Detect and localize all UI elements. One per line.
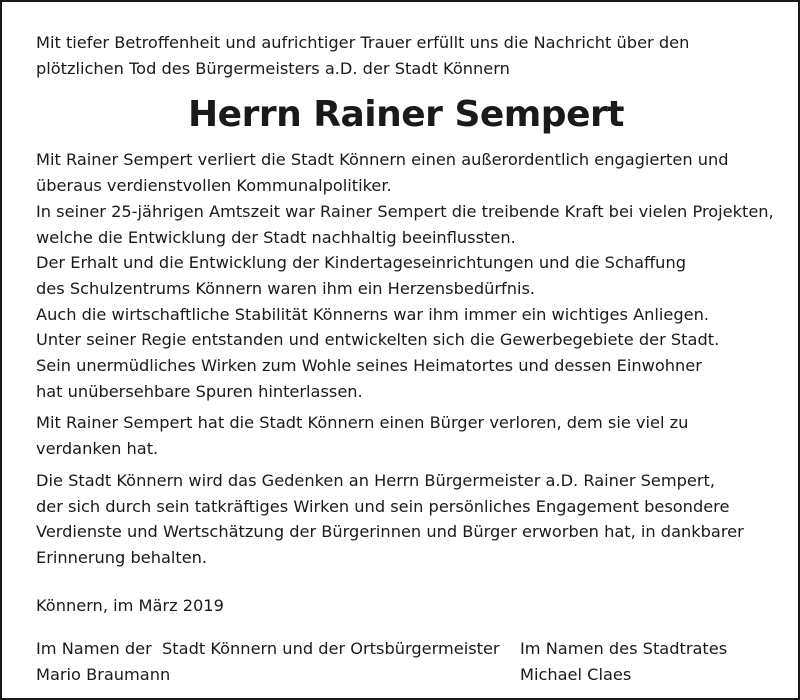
tribute-line: Unter seiner Regie entstanden und entwickelten sich die Gewerbegebiete der Stadt.: [36, 330, 720, 350]
place-date: Könnern, im März 2019: [36, 595, 224, 615]
loss-line: verdanken hat.: [36, 439, 159, 459]
signatures: [36, 636, 776, 687]
tribute-line: hat unübersehbare Spuren hinterlassen.: [36, 381, 363, 401]
remembrance-line: der sich durch sein tatkräftiges Wirken und sein persönliches Engagement besondere: [36, 496, 730, 516]
intro-line: Mit tiefer Betroffenheit und aufrichtiger Trauer erfüllt uns die Nachricht über den: [36, 33, 690, 52]
intro-text: [36, 30, 776, 81]
tribute-paragraph: [36, 147, 776, 404]
loss-paragraph: [36, 410, 776, 461]
tribute-line: welche die Entwicklung der Stadt nachhaltig beeinflussten.: [36, 227, 516, 247]
tribute-line: Auch die wirtschaftliche Stabilität Könnerns war ihm immer ein wichtiges Anliegen.: [36, 304, 710, 324]
signature-left-name: Mario Braumann: [36, 665, 171, 685]
tribute-line: Der Erhalt und die Entwicklung der Kindertageseinrichtungen und die Schaffung: [36, 253, 686, 273]
tribute-line: In seiner 25-jährigen Amtszeit war Rainer Sempert die treibende Kraft bei vielen Projekten,: [36, 201, 774, 221]
signature-left-role: Im Namen der Stadt Könnern und der Ortsbürgermeister: [36, 639, 500, 659]
remembrance-paragraph: [36, 468, 776, 571]
signature-left: [36, 636, 520, 687]
intro-line: plötzlichen Tod des Bürgermeisters a.D. der Stadt Könnern: [36, 58, 510, 78]
remembrance-line: Verdienste und Wertschätzung der Bürgerinnen und Bürger erworben hat, in dankbarer: [36, 522, 744, 542]
remembrance-line: Die Stadt Könnern wird das Gedenken an Herrn Bürgermeister a.D. Rainer Sempert,: [36, 470, 716, 490]
remembrance-line: Erinnerung behalten.: [36, 547, 208, 567]
deceased-name: Herrn Rainer Sempert: [188, 94, 624, 136]
signature-right-name: Michael Claes: [520, 665, 632, 685]
tribute-line: Mit Rainer Sempert verliert die Stadt Könnern einen außerordentlich engagierten und: [36, 150, 729, 170]
tribute-line: des Schulzentrums Könnern waren ihm ein Herzensbedürfnis.: [36, 278, 536, 298]
tribute-line: überaus verdienstvollen Kommunalpolitiker.: [36, 176, 392, 196]
obituary-notice: [36, 30, 776, 688]
signature-right-role: Im Namen des Stadtrates: [520, 639, 728, 659]
loss-line: Mit Rainer Sempert hat die Stadt Könnern einen Bürger verloren, dem sie viel zu: [36, 413, 689, 433]
signature-right: [520, 636, 776, 687]
tribute-line: Sein unermüdliches Wirken zum Wohle seines Heimatortes und dessen Einwohner: [36, 356, 702, 376]
